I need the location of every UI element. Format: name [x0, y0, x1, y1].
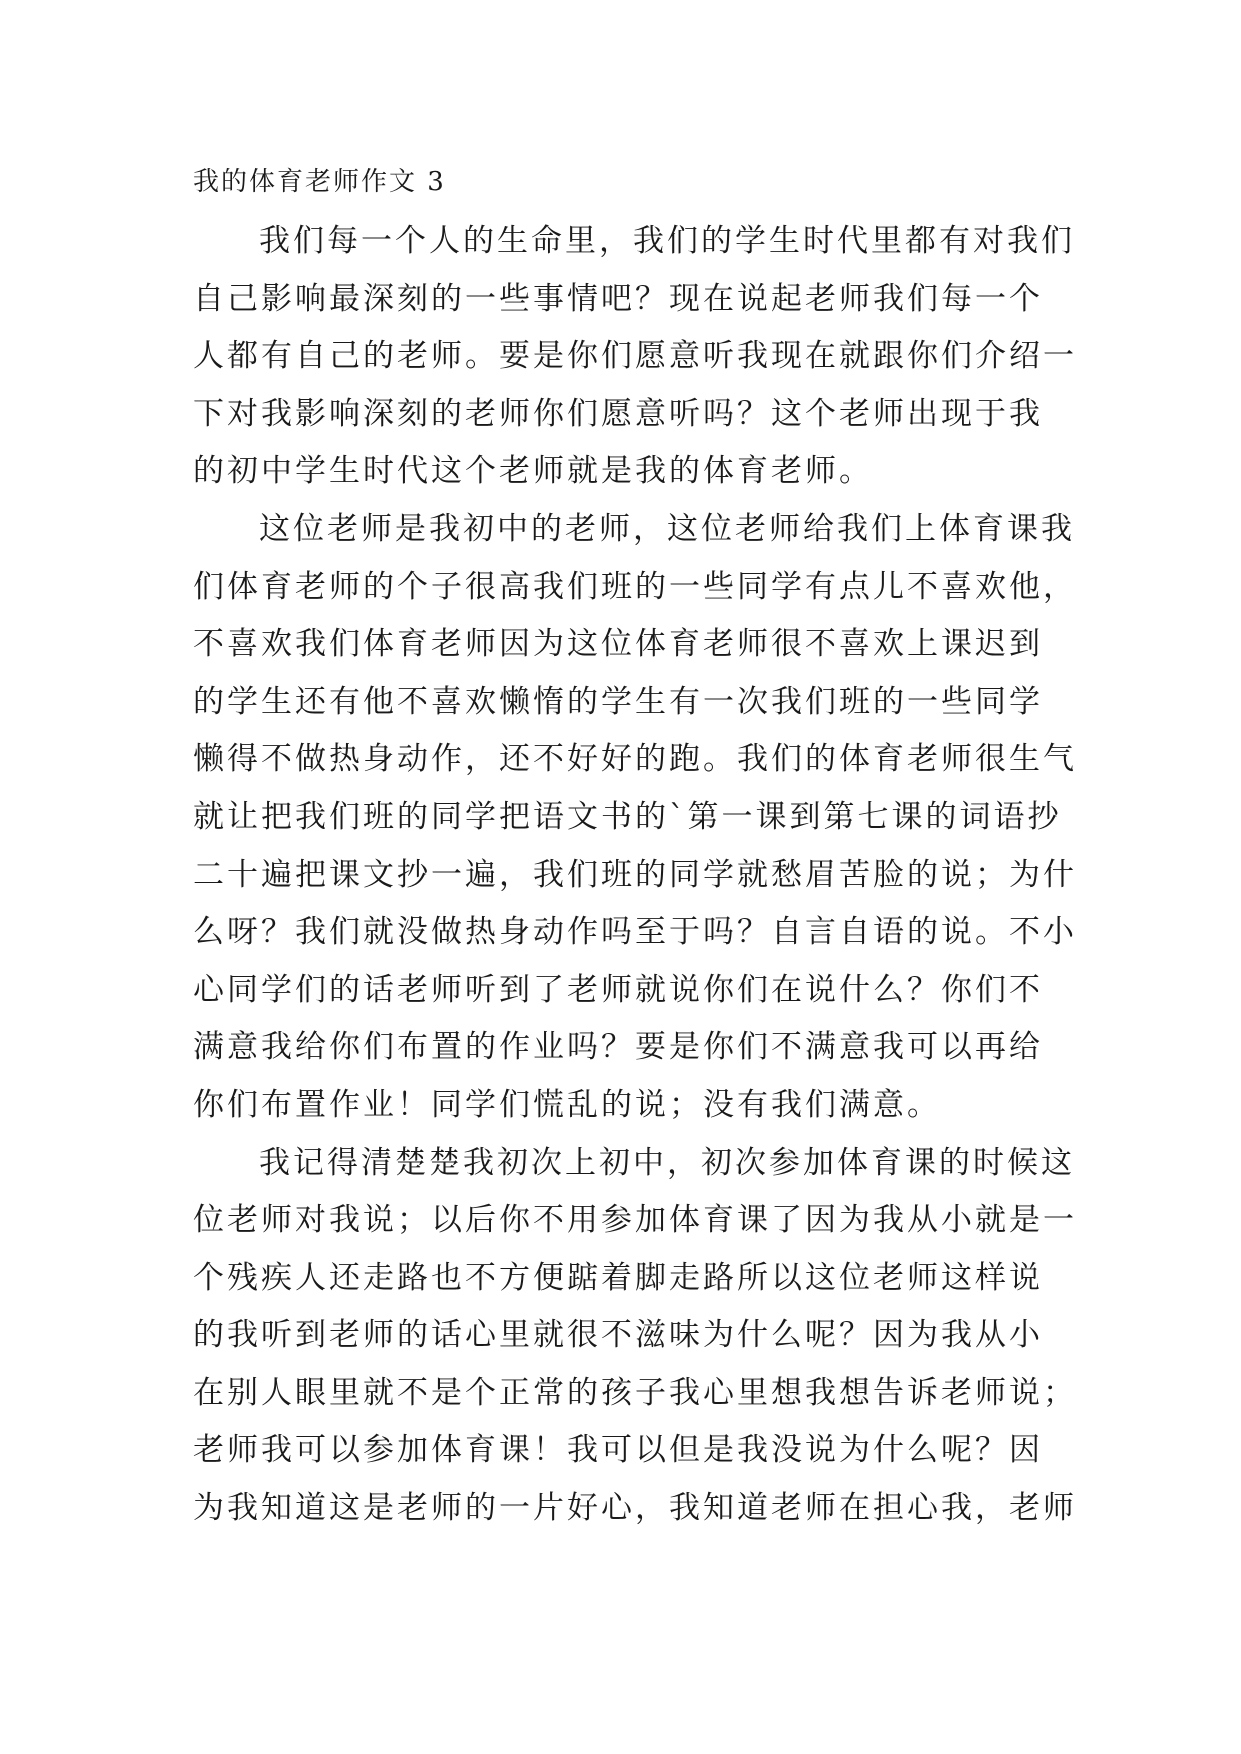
- paragraph-line: 你们布置作业！同学们慌乱的说；没有我们满意。: [193, 1086, 941, 1123]
- paragraph-line: 的学生还有他不喜欢懒惰的学生有一次我们班的一些同学: [193, 683, 1043, 720]
- paragraph-line: 的初中学生时代这个老师就是我的体育老师。: [193, 453, 873, 490]
- paragraph-line: 的我听到老师的话心里就很不滋味为什么呢？因为我从小: [193, 1317, 1043, 1354]
- paragraph-line: 老师我可以参加体育课！我可以但是我没说为什么呢？因: [193, 1432, 1043, 1469]
- paragraph-line: 懒得不做热身动作，还不好好的跑。我们的体育老师很生气: [193, 741, 1077, 778]
- paragraph-1: [193, 213, 1077, 501]
- paragraph-2: [193, 501, 1077, 1135]
- document-title: 我的体育老师作文 3: [193, 167, 446, 197]
- paragraph-line: 就让把我们班的同学把语文书的`第一课到第七课的词语抄: [193, 798, 1062, 835]
- paragraph-line: 这位老师是我初中的老师，这位老师给我们上体育课我: [259, 510, 1075, 547]
- paragraph-line: 下对我影响深刻的老师你们愿意听吗？这个老师出现于我: [193, 395, 1043, 432]
- paragraph-line: 位老师对我说；以后你不用参加体育课了因为我从小就是一: [193, 1202, 1077, 1239]
- paragraph-line: 为我知道这是老师的一片好心，我知道老师在担心我，老师: [193, 1490, 1077, 1527]
- paragraph-line: 人都有自己的老师。要是你们愿意听我现在就跟你们介绍一: [193, 338, 1077, 375]
- paragraph-line: 在别人眼里就不是个正常的孩子我心里想我想告诉老师说；: [193, 1374, 1077, 1411]
- paragraph-line: 自己影响最深刻的一些事情吧？现在说起老师我们每一个: [193, 280, 1043, 317]
- paragraph-line: 我记得清楚楚我初次上初中，初次参加体育课的时候这: [259, 1144, 1075, 1181]
- paragraph-line: 满意我给你们布置的作业吗？要是你们不满意我可以再给: [193, 1029, 1043, 1066]
- paragraph-line: 们体育老师的个子很高我们班的一些同学有点儿不喜欢他，: [193, 568, 1077, 605]
- paragraph-line: 二十遍把课文抄一遍，我们班的同学就愁眉苦脸的说；为什: [193, 856, 1077, 893]
- paragraph-line: 不喜欢我们体育老师因为这位体育老师很不喜欢上课迟到: [193, 626, 1043, 663]
- paragraph-line: 我们每一个人的生命里，我们的学生时代里都有对我们: [259, 223, 1075, 259]
- document-page: [193, 164, 1077, 1538]
- paragraph-line: 个残疾人还走路也不方便踮着脚走路所以这位老师这样说: [193, 1259, 1043, 1296]
- paragraph-3: [193, 1135, 1077, 1538]
- paragraph-line: 么呀？我们就没做热身动作吗至于吗？自言自语的说。不小: [193, 914, 1077, 951]
- paragraph-line: 心同学们的话老师听到了老师就说你们在说什么？你们不: [193, 971, 1043, 1008]
